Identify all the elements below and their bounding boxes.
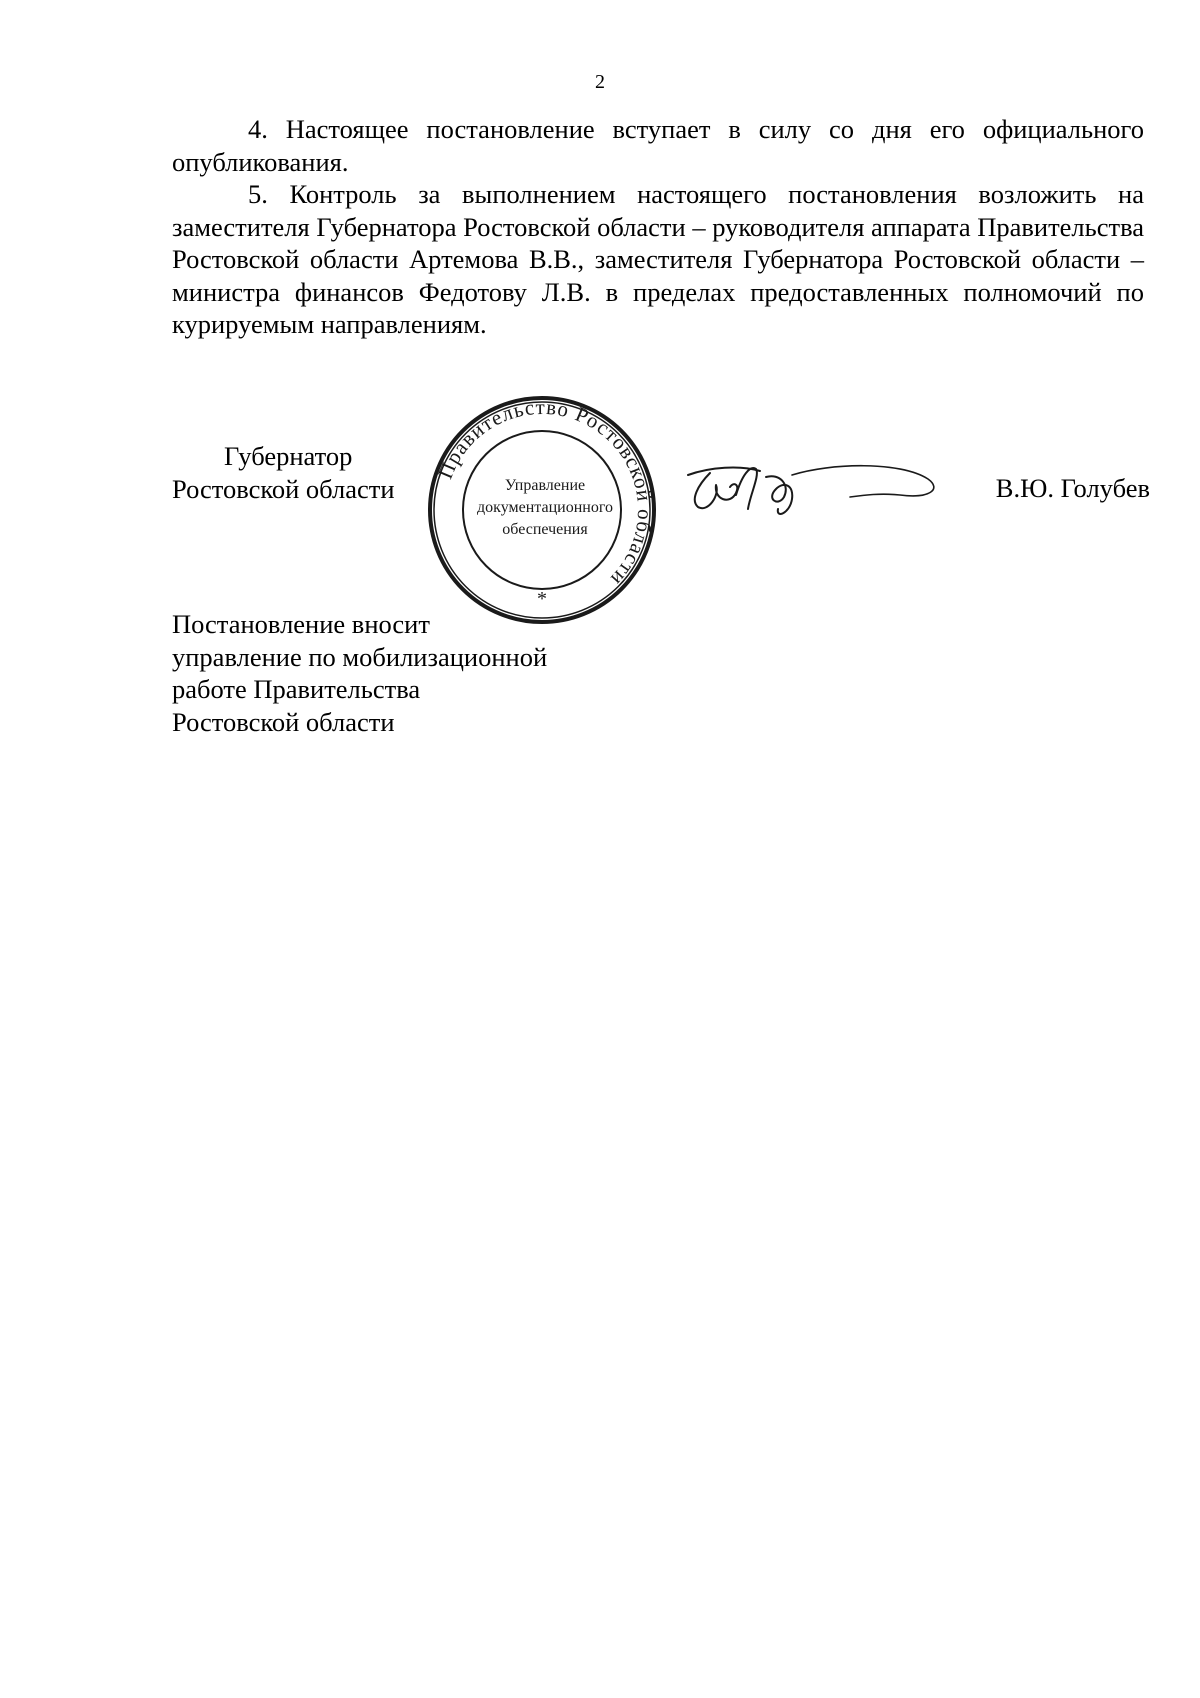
page-number: 2 [595, 71, 605, 93]
official-seal [427, 395, 657, 625]
introduced-by-note [172, 608, 632, 738]
introduced-by-line4: Ростовской области [172, 706, 395, 737]
seal-inner-line2: документационного [477, 499, 613, 516]
seal-inner-line1: Управление [504, 477, 586, 494]
seal-star: * [537, 588, 547, 610]
introduced-by-line3: работе Правительства [172, 674, 421, 704]
signatory-title-line2: Ростовской области [172, 474, 395, 504]
introduced-by-line1: Постановление вносит [172, 609, 430, 639]
document-body [172, 113, 1144, 341]
handwritten-signature [680, 455, 940, 535]
seal-inner-line3: обеспечения [502, 521, 588, 538]
introduced-by-line2: управление по мобилизационной [172, 641, 548, 672]
signatory-title [172, 440, 432, 506]
paragraph-4: 4. Настоящее постановление вступает в силу со дня его официального опубликования. [172, 114, 1144, 177]
signatory-title-line1: Губернатор [224, 441, 353, 471]
signer-name: В.Ю. Голубев [995, 473, 1150, 503]
paragraph-5: 5. Контроль за выполнением настоящего постановления возложить на заместителя Губернатора Ростовской области – руководителя аппарата Правительства Ростовской области Артемова В.В., заместителя Губернатора Ростовской области – министра финансов Федотову Л.В. в пределах предоставленных полномочий по курируемым направлениям. [172, 179, 1144, 339]
seal-outer-text: Правительство Ростовской области [432, 395, 657, 592]
